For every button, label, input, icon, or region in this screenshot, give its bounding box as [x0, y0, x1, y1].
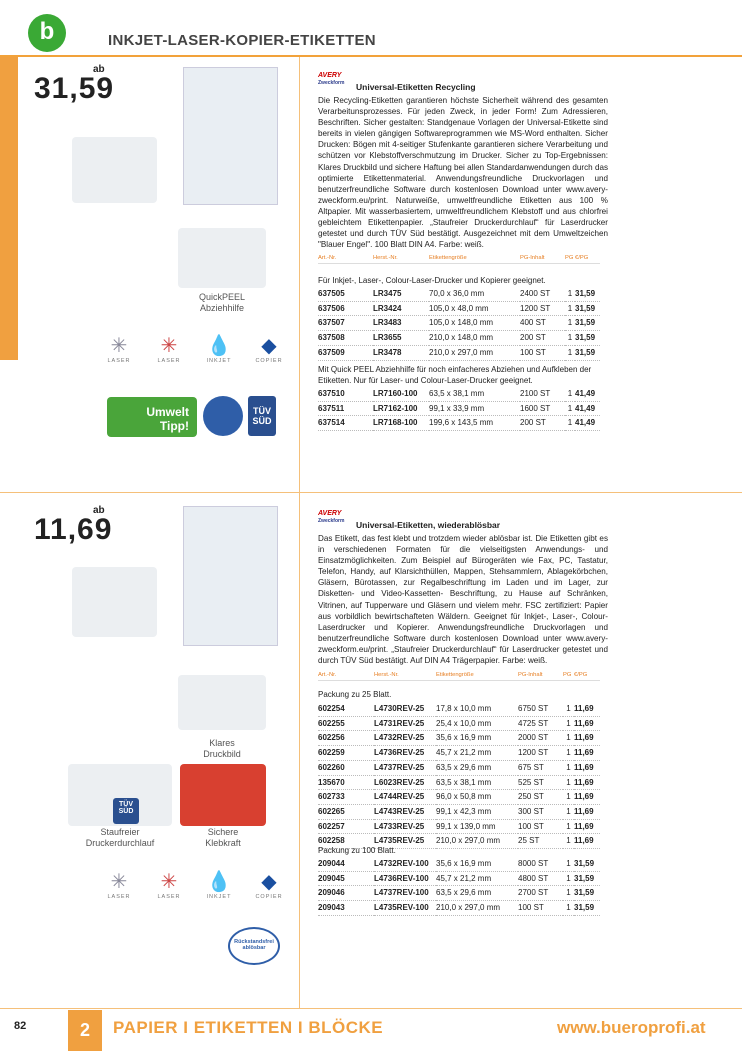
product-table	[318, 255, 600, 264]
table-row	[318, 746, 600, 761]
cell-size: 199,6 x 143,5 mm	[429, 416, 520, 431]
cell-art-nr: 637510	[318, 387, 373, 401]
cell-price: 31,59	[575, 287, 600, 301]
cell-herst-nr: L4744REV-25	[374, 790, 436, 805]
group-note: Packung zu 100 Blatt.	[318, 846, 396, 855]
cell-price: 31,59	[575, 316, 600, 331]
software-box-image	[72, 567, 157, 637]
header-divider	[0, 55, 742, 57]
cell-size: 17,8 x 10,0 mm	[436, 702, 518, 716]
cell-pg: 1	[563, 716, 574, 731]
price: 11,69	[34, 513, 113, 546]
cell-pg: 1	[563, 775, 574, 790]
cell-price: 11,69	[574, 804, 600, 819]
page-number: 82	[14, 1020, 27, 1032]
cell-size: 35,6 x 16,9 mm	[436, 731, 518, 746]
table-row	[318, 790, 600, 805]
logo-b-icon: b	[28, 14, 66, 52]
cell-art-nr: 602254	[318, 702, 374, 716]
cell-pg-inhalt: 200 ST	[520, 416, 565, 431]
cell-pg: 1	[565, 287, 575, 301]
cell-pg-inhalt: 1600 ST	[520, 401, 565, 416]
cell-pg-inhalt: 2700 ST	[518, 886, 563, 901]
laser-star-color-icon: ✳ LASER	[157, 871, 181, 900]
cell-price: 11,69	[574, 819, 600, 834]
cell-herst-nr: LR3475	[373, 287, 429, 301]
price: 31,59	[34, 72, 115, 105]
printer-icons	[97, 334, 291, 364]
laser-star-icon: ✳ LASER	[107, 335, 131, 364]
copier-icon: ◆ COPIER	[255, 871, 283, 900]
price-prefix: ab	[93, 64, 105, 75]
table-row	[318, 401, 600, 416]
cell-pg-inhalt: 400 ST	[520, 316, 565, 331]
cell-art-nr: 637508	[318, 331, 373, 346]
cell-herst-nr: LR3655	[373, 331, 429, 346]
cell-art-nr: 209043	[318, 901, 374, 916]
page-title: INKJET-LASER-KOPIER-ETIKETTEN	[108, 32, 376, 49]
cell-price: 31,59	[574, 901, 600, 916]
cell-pg-inhalt: 2400 ST	[520, 287, 565, 301]
tuv-badge: TÜV SÜD	[113, 798, 139, 824]
copier-icon: ◆ COPIER	[255, 335, 283, 364]
cell-herst-nr: L4743REV-25	[374, 804, 436, 819]
product-box-image	[183, 506, 278, 646]
cell-pg-inhalt: 1200 ST	[518, 746, 563, 761]
cell-size: 96,0 x 50,8 mm	[436, 790, 518, 805]
col-pg-inhalt: PG-Inhalt	[518, 672, 563, 681]
cell-pg: 1	[563, 886, 574, 901]
cell-price: 41,49	[575, 387, 600, 401]
cell-pg-inhalt: 200 ST	[520, 331, 565, 346]
product-description: Das Etikett, das fest klebt und trotzdem wieder ablösbar ist. Die Etiketten gibt es in verschiedenen Formaten für die vielseitigsten Anwendungs- und Einsatzmöglichkeiten. Zum Beispiel auf Bürogeräten wie Fax, PC, Tastatur, Telefon, Handy, auf Klarsichthüllen, Mappen, Stehsammlern, Ablagekörbchen, Gläsern, Bürotassen, zur Regalbeschriftung im Laden und im Lager, zur Disketten- und Video-Kassetten- Beschriftung, zu Hause auf Schränken, Vitrinen, auf Tupperware und Gläsern und vielem mehr. FSC zertifiziert: Papier aus vorbildlich bewirtschafteten Wäldern. Geeignet für Inkjet-, Laser-, Colour-Laserdrucker und Kopierer. Anwendungsfreundliche Druckvorlagen und benutzerfreundliche Software durch kostenlosen Download unter www.avery-zweckform.eu/print. „Staufreier Druckerdurchlauf“ für Laserdrucker getestet und durch TÜV Süd bestätigt. Auf DIN A4 Trägerpapier. Farbe: weiß.	[318, 534, 608, 666]
cell-size: 63,5 x 38,1 mm	[436, 775, 518, 790]
cell-art-nr: 602256	[318, 731, 374, 746]
cell-pg: 1	[565, 331, 575, 346]
cell-size: 63,5 x 29,6 mm	[436, 760, 518, 775]
umwelt-tipp-badge: Umwelt Tipp!	[107, 397, 197, 437]
cell-pg-inhalt: 675 ST	[518, 760, 563, 775]
cell-size: 210,0 x 297,0 mm	[429, 345, 520, 360]
quickpeel-caption: QuickPEEL Abziehhilfe	[198, 292, 246, 313]
cell-price: 11,69	[574, 702, 600, 716]
product-title: Universal-Etiketten Recycling	[356, 82, 476, 92]
cell-price: 11,69	[574, 760, 600, 775]
cell-art-nr: 209045	[318, 871, 374, 886]
table-row	[318, 387, 600, 401]
table-row	[318, 886, 600, 901]
section2-divider	[299, 493, 300, 1008]
cell-art-nr: 602260	[318, 760, 374, 775]
website-link[interactable]: www.bueroprofi.at	[557, 1018, 706, 1037]
printer-icons	[97, 870, 291, 900]
cell-price: 31,59	[575, 331, 600, 346]
cell-pg: 1	[565, 301, 575, 316]
cell-herst-nr: LR3483	[373, 316, 429, 331]
cell-size: 70,0 x 36,0 mm	[429, 287, 520, 301]
cell-herst-nr: L4737REV-100	[374, 886, 436, 901]
inkjet-drops-icon: 💧 INKJET	[206, 871, 232, 900]
cell-pg: 1	[563, 901, 574, 916]
cell-herst-nr: LR7160-100	[373, 387, 429, 401]
table-row	[318, 702, 600, 716]
cell-pg-inhalt: 100 ST	[520, 345, 565, 360]
group-note: Für Inkjet-, Laser-, Colour-Laser-Drucker und Kopierer geeignet.	[318, 276, 546, 285]
col-price: €/PG	[574, 672, 600, 681]
product-table	[318, 287, 600, 361]
avery-logo: AVERY Zweckform	[318, 510, 345, 524]
cell-price: 41,49	[575, 416, 600, 431]
table-row	[318, 316, 600, 331]
table-row	[318, 901, 600, 916]
col-art: Art.-Nr.	[318, 255, 373, 264]
cell-pg: 1	[563, 746, 574, 761]
table-row	[318, 857, 600, 871]
cell-pg-inhalt: 300 ST	[518, 804, 563, 819]
cell-pg-inhalt: 2100 ST	[520, 387, 565, 401]
cell-herst-nr: L4736REV-100	[374, 871, 436, 886]
cell-art-nr: 602255	[318, 716, 374, 731]
cell-size: 210,0 x 297,0 mm	[436, 834, 518, 849]
cell-pg: 1	[565, 316, 575, 331]
cell-price: 41,49	[575, 401, 600, 416]
cell-herst-nr: LR3424	[373, 301, 429, 316]
cell-size: 99,1 x 33,9 mm	[429, 401, 520, 416]
cell-art-nr: 637511	[318, 401, 373, 416]
price-prefix: ab	[93, 505, 105, 516]
cell-price: 31,59	[574, 886, 600, 901]
section1-accent-bar	[0, 57, 18, 360]
cell-size: 210,0 x 297,0 mm	[436, 901, 518, 916]
laser-star-color-icon: ✳ LASER	[157, 335, 181, 364]
cell-herst-nr: LR7168-100	[373, 416, 429, 431]
table-row	[318, 301, 600, 316]
cell-art-nr: 209044	[318, 857, 374, 871]
cell-pg: 1	[563, 702, 574, 716]
chapter-number: 2	[68, 1010, 102, 1051]
cell-pg: 1	[563, 731, 574, 746]
cell-pg-inhalt: 250 ST	[518, 790, 563, 805]
chapter-title: PAPIER I ETIKETTEN I BLÖCKE	[113, 1018, 384, 1037]
cell-pg-inhalt: 4725 ST	[518, 716, 563, 731]
product-table	[318, 672, 600, 681]
footer-divider	[0, 1008, 742, 1009]
cell-size: 35,6 x 16,9 mm	[436, 857, 518, 871]
product-table	[318, 387, 600, 431]
cell-pg-inhalt: 6750 ST	[518, 702, 563, 716]
table-row	[318, 775, 600, 790]
cell-art-nr: 602265	[318, 804, 374, 819]
section1-divider	[299, 57, 300, 492]
col-size: Etikettengröße	[436, 672, 518, 681]
cell-art-nr: 637514	[318, 416, 373, 431]
cell-art-nr: 637506	[318, 301, 373, 316]
cell-art-nr: 602257	[318, 819, 374, 834]
blauer-engel-icon	[203, 396, 243, 436]
rueckstandsfrei-badge: Rückstandsfrei ablösbar	[228, 927, 280, 965]
cell-pg: 1	[563, 834, 574, 849]
cell-pg: 1	[565, 401, 575, 416]
cell-herst-nr: L4737REV-25	[374, 760, 436, 775]
cell-art-nr: 637509	[318, 345, 373, 360]
cell-herst-nr: LR7162-100	[373, 401, 429, 416]
table-row	[318, 716, 600, 731]
cell-pg: 1	[563, 790, 574, 805]
cell-pg: 1	[563, 871, 574, 886]
cell-size: 45,7 x 21,2 mm	[436, 871, 518, 886]
cell-pg-inhalt: 2000 ST	[518, 731, 563, 746]
software-box-image	[72, 137, 157, 203]
cell-size: 99,1 x 42,3 mm	[436, 804, 518, 819]
product-title: Universal-Etiketten, wiederablösbar	[356, 520, 501, 530]
cell-art-nr: 602259	[318, 746, 374, 761]
col-art: Art.-Nr.	[318, 672, 374, 681]
cell-art-nr: 602258	[318, 834, 374, 849]
cell-herst-nr: L4733REV-25	[374, 819, 436, 834]
cell-pg: 1	[565, 345, 575, 360]
cell-price: 31,59	[575, 301, 600, 316]
group-note: Mit Quick PEEL Abziehhilfe für noch einfacheres Abziehen und Aufkleben der Etiketten. Nur für Laser- und Colour-Laser-Drucker geeignet.	[318, 365, 592, 385]
cell-art-nr: 209046	[318, 886, 374, 901]
cell-pg: 1	[565, 387, 575, 401]
avery-logo: AVERY Zweckform	[318, 72, 345, 86]
table-row	[318, 416, 600, 431]
cell-art-nr: 135670	[318, 775, 374, 790]
quickpeel-image	[178, 228, 266, 288]
col-pg-inhalt: PG-Inhalt	[520, 255, 565, 264]
cell-pg-inhalt: 100 ST	[518, 901, 563, 916]
col-herst: Herst.-Nr.	[373, 255, 429, 264]
laser-star-icon: ✳ LASER	[107, 871, 131, 900]
cell-price: 11,69	[574, 834, 600, 849]
cell-size: 210,0 x 148,0 mm	[429, 331, 520, 346]
cell-size: 99,1 x 139,0 mm	[436, 819, 518, 834]
cell-herst-nr: L4730REV-25	[374, 702, 436, 716]
cell-pg-inhalt: 1200 ST	[520, 301, 565, 316]
cell-size: 105,0 x 48,0 mm	[429, 301, 520, 316]
cell-price: 31,59	[574, 857, 600, 871]
cell-size: 45,7 x 21,2 mm	[436, 746, 518, 761]
cell-size: 63,5 x 29,6 mm	[436, 886, 518, 901]
cell-price: 31,59	[574, 871, 600, 886]
col-pg: PG	[563, 672, 574, 681]
product-box-image	[183, 67, 278, 205]
cell-size: 63,5 x 38,1 mm	[429, 387, 520, 401]
cell-art-nr: 637507	[318, 316, 373, 331]
cell-price: 11,69	[574, 716, 600, 731]
col-herst: Herst.-Nr.	[374, 672, 436, 681]
cell-herst-nr: L4736REV-25	[374, 746, 436, 761]
cell-herst-nr: L4735REV-100	[374, 901, 436, 916]
cell-pg-inhalt: 100 ST	[518, 819, 563, 834]
cell-pg: 1	[563, 804, 574, 819]
cell-price: 31,59	[575, 345, 600, 360]
cell-size: 105,0 x 148,0 mm	[429, 316, 520, 331]
cell-pg-inhalt: 4800 ST	[518, 871, 563, 886]
cell-pg-inhalt: 525 ST	[518, 775, 563, 790]
col-pg: PG	[565, 255, 575, 264]
cell-size: 25,4 x 10,0 mm	[436, 716, 518, 731]
cell-price: 11,69	[574, 790, 600, 805]
cell-herst-nr: L4732REV-25	[374, 731, 436, 746]
cell-herst-nr: L6023REV-25	[374, 775, 436, 790]
cell-herst-nr: LR3478	[373, 345, 429, 360]
cell-pg-inhalt: 8000 ST	[518, 857, 563, 871]
cell-art-nr: 637505	[318, 287, 373, 301]
klares-druckbild-image	[178, 675, 266, 730]
table-row	[318, 287, 600, 301]
table-row	[318, 345, 600, 360]
table-row	[318, 871, 600, 886]
cell-price: 11,69	[574, 731, 600, 746]
table-row	[318, 819, 600, 834]
staufreier-caption: Staufreier Druckerdurchlauf	[85, 827, 155, 848]
cell-herst-nr: L4731REV-25	[374, 716, 436, 731]
sichere-klebkraft-image	[180, 764, 266, 826]
table-row	[318, 760, 600, 775]
cell-price: 11,69	[574, 775, 600, 790]
cell-price: 11,69	[574, 746, 600, 761]
cell-pg-inhalt: 25 ST	[518, 834, 563, 849]
cell-herst-nr: L4732REV-100	[374, 857, 436, 871]
cell-pg: 1	[563, 819, 574, 834]
cell-herst-nr: L4735REV-25	[374, 834, 436, 849]
cell-pg: 1	[563, 760, 574, 775]
cell-pg: 1	[565, 416, 575, 431]
inkjet-drops-icon: 💧 INKJET	[206, 335, 232, 364]
cell-pg: 1	[563, 857, 574, 871]
col-size: Etikettengröße	[429, 255, 520, 264]
klares-caption: Klares Druckbild	[203, 738, 241, 759]
section-separator	[0, 492, 742, 493]
product-table	[318, 702, 600, 849]
sichere-caption: Sichere Klebkraft	[205, 827, 241, 848]
col-price: €/PG	[575, 255, 600, 264]
table-row	[318, 331, 600, 346]
group-note: Packung zu 25 Blatt.	[318, 690, 392, 699]
table-row	[318, 731, 600, 746]
tuv-badge: TÜV SÜD	[248, 396, 276, 436]
product-description: Die Recycling-Etiketten garantieren höchste Sicherheit während des gesamten Verarbeitunsprozesses. Für jeden Zweck, in jeder Form! Zum Adressieren, Beschriften. Sicher gestalten: Standgenaue Vorlagen der Universal-Etikette sind bereits in vielen gängigen Softwareprogrammen wie MS-Word enthalten. Sicher Drucken: Bögen mit 4-seitiger Stufenkante garantieren sichere Verarbeitung und schützen vor Klebstoffverschmutzung im Drucker. Sicher zu Top-Ergebnissen: Klares Druckbild und sichere Haftung bei allen Standardanwendungen durch das optimierte Etikettenmaterial. Anwendungsfreundliche Druckvorlagen und benutzerfreundliche Software durch kostenlosen Download unter www.avery-zweckform.eu/print. Naturweiße, umweltfreundliche Etiketten aus 100 % Altpapier. Mit wasserbasiertem, umweltfreundlichem Klebstoff und aus chlorfrei gebleichtem Etikettenpapier. „Staufreier Druckerdurchlauf“ für Laserdrucker getestet und durch TÜV Süd bestätigt. Ausgezeichnet mit dem Umweltzeichen "Blauer Engel". 100 Blatt DIN A4. Farbe: weiß.	[318, 96, 608, 250]
cell-art-nr: 602733	[318, 790, 374, 805]
product-table	[318, 857, 600, 916]
table-row	[318, 804, 600, 819]
